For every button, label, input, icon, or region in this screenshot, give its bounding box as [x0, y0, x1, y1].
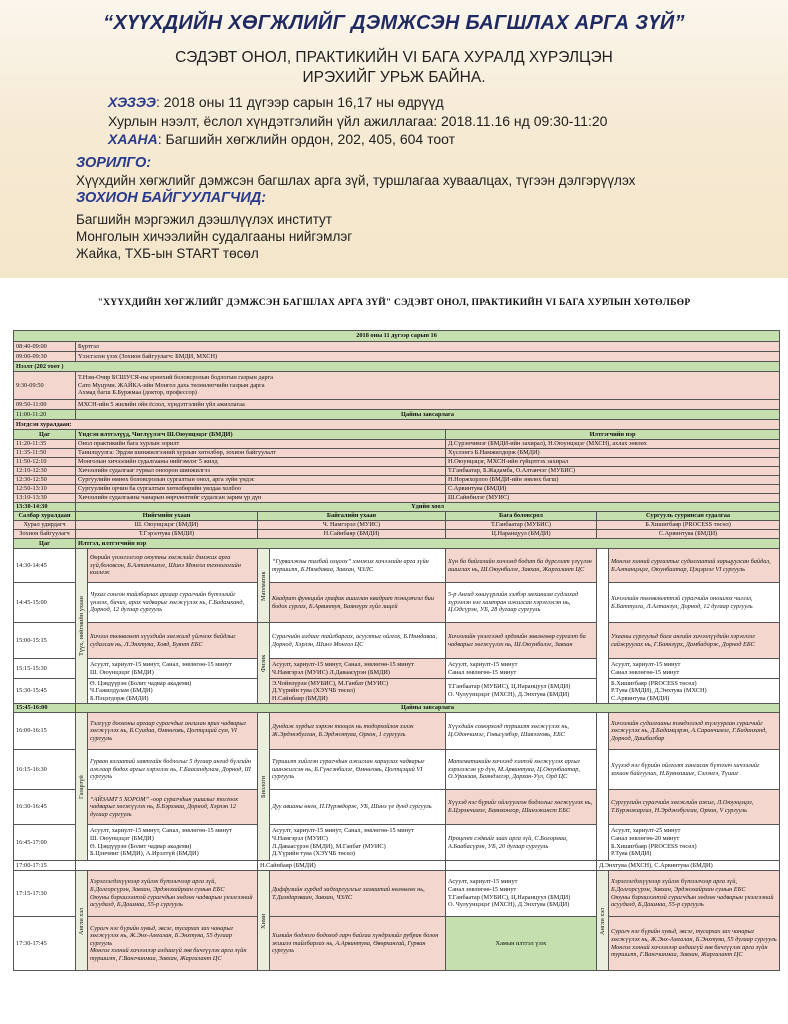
organizer-entry [270, 679, 446, 704]
speech-item: Т.Нэм-Очир БСШУСЯ-ны ерөнхий боловсролын бодлогын газрын дарга [78, 374, 274, 382]
qa-line: Д.Энхтуяа (МХСН) [599, 861, 652, 869]
qa-line: О. Чулуунцэцэг (МХСН), Д.Энхтуяа (БМДИ) [448, 901, 570, 909]
category-label: Биологи [258, 713, 270, 861]
paper-entry: Хичээлийн төлөвлөлттэй сурагчийн оношлох чиглэл, Б.Баттулга, Л.Алтанзул, Дорнод, 12 дугаар сургууль [609, 583, 780, 623]
qa-line: Асуулт, хариулт-15 минут [611, 660, 681, 668]
activity-cell [76, 372, 780, 400]
paper-entry: Сургуулийн сурагчийн хөгжлийн ажил, Л.Оюунцэцэг, Т.Бурэнжаргал, Н.Эрдэнэбулган, Орхон, V сургууль [609, 790, 780, 825]
paper-entry: Өөрийн үнэлгээгээр оюутны хөгжлийг дэмжих арга зүй,боловсон, Б.Алтанчимэг, Шинэ Монгол технологийн коллеж [88, 549, 258, 583]
organizer-line: Э.Чойнзүрэн (МУБИС), М.Ганбат (МУИС) [272, 679, 389, 687]
lunch-cell: Үдийн хоол [76, 503, 780, 512]
session-lead: Ч. Намгэрэл (МУИС) [258, 521, 446, 530]
qa-line: Асуулт, хариулт-15 минут, Санал, зөвлөгөө-15 минут [272, 660, 414, 668]
qa-line: Асуулт, хариулт-15 минут [448, 878, 518, 886]
talk-speaker: Н.Норжхорлоо (БМДИ-ийн зөвлөх багш) [446, 476, 780, 485]
qa-line: Асуулт, хариулт-15 минут, Санал, зөвлөгөө-15 минут [272, 827, 414, 835]
paper-entry: Хүүхэд нэг бүрийг ойлгуулсон бодлогыг хөгжүүлэх нь, Б.Цэрэнчимэг, Баянхонгор, Шинэжинст ЕБС [446, 790, 597, 825]
time-cell: 12:50-13:10 [14, 485, 76, 494]
qa-entry [446, 861, 597, 871]
talk-topic: Монголын хичээлийн судалгааны нийгэмлэг 5 жилд [76, 458, 446, 467]
section-header-social: Нийгмийн ухаан [76, 512, 258, 521]
paper-entry: Чухал сонгон тайлбарлах аргаар сурагчийн бүтээлийг үнэлэх, бичих, арах чадварыг хөгжүүлэх нь, Г.Бадамханд, Дорнод, 12 дугаар сургууль [88, 583, 258, 623]
time-cell: 11:35-11:50 [14, 449, 76, 458]
time-cell: 12:30-12:50 [14, 476, 76, 485]
category-label: Англи хэл [76, 871, 88, 971]
break-cell: Цайны завсарлага [76, 410, 780, 420]
where-value: : Багшийн хөгжлийн ордон, 202, 405, 604 тоот [157, 131, 455, 147]
when-label: ХЭЗЭЭ [108, 94, 156, 110]
time-cell: 11:00-11:20 [14, 410, 76, 420]
section-header-school: Сургууль сууринсан судалгаа [597, 512, 780, 521]
column-header-topic: Илтгэл, илтгэгчийн нэр [76, 539, 780, 549]
qa-entry [76, 861, 258, 871]
organizer-entry [446, 679, 597, 704]
qa-line: Санал зөвлөгөө-15 минут [611, 668, 680, 676]
session-lead: Ш. Оюунцэцэг (БМДИ) [76, 521, 258, 530]
paper-line: Оюуны бэрхшээлтэй сурагчдын хөдлөх чадварын үнэлгээний асуудалд, Б.Дашмаа, 55-р сургууль [611, 893, 774, 909]
talk-speaker: Н.Оюунцэцэг, МХСН-ийн гүйцэтгэх захирал [446, 458, 780, 467]
qa-line: Ш. Оюунцэцэг (БМДИ) [90, 668, 154, 676]
qa-line: Асуулт, хариулт-15 минут, Санал, зөвлөгөө-15 минут [90, 827, 232, 835]
paper-entry [609, 917, 780, 971]
section-header-natural: Байгалийн ухаан [258, 512, 446, 521]
organizer-line: О. Чулуунцэцэг (МХСН), Д.Энхтуяа (БМДИ) [448, 691, 570, 698]
qa-line: Ө. Цэвдүүрэн (Болит чадвар академи) [90, 842, 192, 850]
paper-entry: Хүүхдийн соморхолд туршилт хөгжүүлэх нь, Ц.Одончимэг, Говьсүмбэр, Шивээговь, ЕБС [446, 713, 597, 750]
talk-topic: Сургуулийн орчин ба сургалтын хөтөлбөрийн уялдаа холбоо [76, 485, 446, 494]
speech-item: Ахмад багш Б.Буржмаа (доктор, профессор) [78, 389, 197, 397]
paper-entry: “АЙЗАМТ 5 ХОРОМ” -оор сурагчдын ушшлыг тоггоох чадварыг хөгжүүлэх нь, Б.Бэрхмаа, Дорнод, Хэрлэн 12 дугаар сургууль [88, 790, 258, 825]
session-lead-label: Хурал удирдагч [14, 521, 76, 530]
session-lead: Б.Хишигбаяр (PROCESS төсөл) [597, 521, 780, 530]
section-header-room: Салбар хуралдаан [14, 512, 76, 521]
invitation-flyer [0, 0, 788, 278]
qa-line: Асуулт, хариулт-15 минут, Санал, зөвлөгөө-15 минут [90, 660, 232, 668]
category-label: Хими [258, 871, 270, 971]
talk-topic: Хичээлийн судалгааг гурвал оноорон шинжилгээ [76, 467, 446, 476]
organizer-line: Ч.Гажилдулам (БМДИ) [90, 687, 153, 695]
qa-line: Асуулт, хариулт-25 минут [611, 827, 681, 835]
paper-entry: Хичээл төлөвлөлт хүүхдийн хөгжилд үйлчлэх байдлыг судалсан нь, Л.Энхтуяа, Ховд, Буянт ЕБС [88, 623, 258, 659]
qa-entry [609, 825, 780, 861]
organizer-line: Б.Пэцэгдорж (БМДИ) [90, 694, 149, 702]
paper-entry: Монгол хэлний сургалтыг судалгаатай харьцуулсан байдал, Б.Алтанцэцэг, Оюунбаатар, Цэцэрлэг VI сургууль [609, 549, 780, 583]
organizer-line: Т.Ганбаатар (МУБИС), Ц.Наранцуул (БМДИ) [448, 683, 571, 691]
time-cell: 16:45-17:00 [14, 825, 76, 861]
where-label: ХААНА [108, 131, 158, 147]
organizer-item: Жайка, ТХБ-ын START төсөл [76, 246, 259, 261]
talk-speaker: Д.Сүрэнчимэг (БМДИ-ийн захирал), Н.Оюунцэцэг (МХСН), ахлах зөвлөх [446, 440, 780, 449]
qa-entry [270, 825, 446, 861]
paper-entry: Хүүхэд нэг бүрийн ойлголт хангасан бүтээлч хичээлийг зохион байгуулах, Н.Буянхишиг, Сэлэнгэ, Түшиг [609, 750, 780, 790]
paper-line: Монгол хэлний хичээлээр алдаагүй зөв бичгүүлэх арга зүйн туршилт, Г.Вангчинмаа, Завхан, Жаргалант ЦС [611, 943, 768, 959]
paper-line: Оюуны бэрхшээлтэй сурагчдын хөдлөх чадварын үнэлгээний асуудалд, Б.Дашмаа, 55-р сургууль [90, 893, 253, 909]
organizer-line: С.Арвинтуяа (БМДИ) [611, 694, 670, 702]
paper-line: Сурагч нэг бүрийн хувьд, эвсэг, тусархах зах чанарыг хөгжүүлэх нь, Ж.Энх-Амгалан, Б.Энхтуяа, 55 дугаар сургууль [611, 928, 777, 943]
time-cell: 14:45-15:00 [14, 583, 76, 623]
activity-cell: Үзэсгэлэн үзэх (Зохион байгуулагч: БМДИ, МХСН) [76, 352, 780, 362]
paper-entry: Тэлгүүр доохоны аргаар сурагчдыг ангилан ярих чадварыг хөгжүүлэх нь, Б.Суидаа, Өмнөговь, Цогтцэций сум, VI сургууль [88, 713, 258, 750]
time-cell: 17:00-17:15 [14, 861, 76, 871]
paper-entry: Хичээлийн үнэлгээнд эрдмийн зөвлөгөөр сургалт ба чадварыг хөгжүүлэх нь, Ш.Оюунбилэг, Завхан [446, 623, 597, 659]
goal-label: ЗОРИЛГО: [76, 155, 152, 171]
time-cell: 09:00-09:30 [14, 352, 76, 362]
qa-line: Л.Даваасүрэн (БМДИ), М.Ганбат (МУИС) [272, 842, 386, 850]
agenda-date: 2018 оны 11 дүгээр сарын 16 [14, 331, 780, 342]
organizer-entry [88, 679, 258, 704]
paper-entry: Диффузийн хурдад хадгаргуулгыг хамаатай нөлөөлөх нь, Т.Дамдарзваан, Завхан, ЧЗЛС [270, 871, 446, 917]
qa-line: Ш. Оюунцэцэг (БМДИ) [90, 834, 154, 842]
flyer-subtitle-line-2: ИРЭХИЙГ УРЬЖ БАЙНА. [302, 69, 486, 86]
paper-entry: Математикийн хичээлд хэлтэй хөгжүүлэх аргыг хэрэглэсэн үр дүн, М.Арвинтуяа, Ц.Оюунбаатар, О.Уранзая, Баяндэлгэр, Дархан-Уул, Орд ЦС [446, 750, 597, 790]
qa-line: С.Арвинтуяа (БМДИ) [654, 861, 713, 869]
time-cell: 15:30-15:45 [14, 679, 76, 704]
paper-entry: Дундаж хурдыг хэрхэн тооцох нь тодорхойлон хэлэх Ж.Эрдэнэбулган, Б.Эрдэнэтуяа, Орхон, 1 сургууль [270, 713, 446, 750]
organizer-line: Ө. Цэвдүүрэн (Болит чадвар академи) [90, 679, 192, 687]
paper-entry: Ухааны сургуульд бага ангийн хичээлүүдийн хэрэглээг сайжруулах нь, Г.Баянзүрх, Дамбадорж, Дорнод ЕБС [609, 623, 780, 659]
organizer-item: Монголын хичээлийн судалгааны нийгэмлэг [76, 229, 353, 244]
session-organizer: Н.Сайнбаяр (БМДИ) [258, 530, 446, 539]
talk-topic: Онол практикийн бага хурлын зорилт [76, 440, 446, 449]
qa-line: Б.Хишигбаяр (PROCESS төсөл) [611, 842, 697, 850]
paper-entry [88, 917, 258, 971]
paper-line: Монгол хэлний хичээлээр алдаагүй зөв бичгүүлэх арга зүйн туршилт, Г.Вангчинмаа, Завхан, Жаргалант ЦС [90, 947, 247, 962]
category-label: Англи хэл [597, 871, 609, 971]
flyer-subtitle [0, 48, 788, 88]
talk-topic: Танилцуулга: Эрдэм шинжилгээний хурлын хөтөлбөр, зохион байгуулалт [76, 449, 446, 458]
time-cell: 16:15-16:30 [14, 750, 76, 790]
session-organizer: С.Арвинтуяа (БМДИ) [597, 530, 780, 539]
qa-line: Р.Туяа (БМДИ) [611, 850, 652, 858]
time-cell: 9:30-09:50 [14, 372, 76, 400]
when-line [108, 94, 444, 110]
time-cell: 11:20-11:35 [14, 440, 76, 449]
category-spacer [597, 713, 609, 861]
qa-entry [446, 659, 597, 679]
opening-line: Хурлын нээлт, ёслол хүндэтгэлийн үйл ажиллагаа: 2018.11.16 нд 09:30-11:20 [108, 113, 608, 129]
paper-entry: Процент сэдвийг заах арга зүй, С.Болормаа, А.Баабасүрэн, УБ, 20 дугаар сургууль [446, 825, 597, 861]
qa-line: Т.Ганбаатар (МУБИС), Ц.Наранцуул (БМДИ) [448, 893, 571, 901]
qa-line: Асуулт, хариулт-15 минут [448, 660, 518, 668]
plenary-heading: Нэгдсэн хуралдаан: [14, 420, 780, 430]
speech-item: Сато Муцуми. ЖАЙКА-ийн Монгол дахь төлөөлөгчийн газрын дарга [78, 381, 265, 389]
session-organizer: Т.Гэрэлтуяа (БМДИ) [76, 530, 258, 539]
qa-line: Санал зөвлөгөө-20 минут [611, 834, 680, 842]
talk-speaker: Ш.Сайнбилэг (МУИС) [446, 494, 780, 503]
time-cell: 13:30-14:30 [14, 503, 76, 512]
category-label: Математик [258, 549, 270, 623]
time-cell: 17:30-17:45 [14, 917, 76, 971]
talk-speaker: Хүслэнгэ Б.Намжилдорж (БМДИ) [446, 449, 780, 458]
section-header-primary: Бага боловсрол [446, 512, 597, 521]
paper-entry: Химийн бодлого бодоход гарч байгаа хүндрэлийг рубрик болон жишээ тайлбарлах нь, А.Арвинтуяа, Өвөрхангай, Гурван сургууль [270, 917, 446, 971]
paper-line: Хэрэглэгдэхүүнээр хүйлэх бүтээлчээр арга зүй, Б.Долгорсүрэн, Завхан, Эрдэнэхайрхан сумын ЕБС [611, 878, 746, 893]
paper-entry [609, 871, 780, 917]
qa-entry [270, 659, 446, 679]
goal-text: Хүүхдийн хөгжлийг дэмжсэн багшлах арга зүй, туршлагаа хуваалцах, түгээн дэлгэрүүлэх [76, 173, 636, 188]
column-header-topic: Үндсэн илтгэлүүд, Чиглүүлэгч Ш.Оюунцэцэг (БМДИ) [76, 430, 446, 440]
paper-entry: Дуу авианы өнгө, П.Пүрэвдорж, УБ, Шинэ үе дунд сургууль [270, 790, 446, 825]
qa-line: Д.Үүрийн туяа (ХЭҮЧБ төсөл) [272, 850, 355, 858]
time-cell: 15:45-16:00 [14, 704, 76, 713]
qa-line: Б.Цэнчмиг (БМДИ), А.Ирэлтүй (БМДИ) [90, 850, 199, 858]
activity-cell: МХСН-ийн 5 жилийн ойн ёслол, хүндэтгэлийн үйл ажиллагаа [76, 400, 780, 410]
activity-cell: Бүртгэл [76, 342, 780, 352]
poster-session: Хамын илтгэл үзэх [446, 917, 597, 971]
talk-topic: Хичээлийн судалгааны чанарын өөрчлөлтийг судалсан зарим үр дүн [76, 494, 446, 503]
qa-entry [88, 659, 258, 679]
agenda-title: "ХҮҮХДИЙН ХӨГЖЛИЙГ ДЭМЖСЭН БАГШЛАХ АРГА ЗҮЙ" СЭДЭВТ ОНОЛ, ПРАКТИКИЙН VI БАГА ХУРЛЫН ХӨТӨЛБӨР [97, 297, 691, 308]
time-cell: 15:00-15:15 [14, 623, 76, 659]
qa-line: Санал зөвлөгөө-15 минут [448, 668, 517, 676]
where-line [108, 131, 455, 147]
break-cell: Цайны завсарлага [76, 704, 780, 713]
qa-entry [446, 871, 597, 917]
qa-line: Ч.Намгэрэл (МУИС) Л.Даваасүрэн (БМДИ) [272, 668, 391, 676]
column-header-time: Цаг [14, 539, 76, 549]
category-label: Газарзүй [76, 713, 88, 861]
organizer-line: Н.Сайнбаяр (БМДИ) [272, 694, 328, 702]
time-cell: 16:00-16:15 [14, 713, 76, 750]
paper-line: Хэрэглэгдэхүүнээр хүйлэх бүтээлчээр арга зүй, Б.Долгорсүрэн, Завхан, Эрдэнэхайрхан сумын ЕБС [90, 878, 225, 893]
time-cell: 11:50-12:10 [14, 458, 76, 467]
qa-line: Санал зөвлөгөө-15 минут [448, 885, 517, 893]
qa-entry [609, 659, 780, 679]
organizer-item: Багшийн мэргэжил дээшлүүлэх институт [76, 212, 332, 227]
qa-entry [88, 825, 258, 861]
agenda-table [13, 330, 780, 971]
session-organizer: Ц.Наранцуул (БМДИ) [446, 530, 597, 539]
paper-entry: Гурван ялгаатай хавтгайн бодлогыг 5 дугаар ангид бүлгийн ажлаар бодох аргыг хэрэглэх нь, Г.Баасандулам, Дорнод, III сургууль [88, 750, 258, 790]
time-cell: 13:10-13:30 [14, 494, 76, 503]
qa-entry: Н.Сайнбаяр (БМДИ) [258, 861, 446, 871]
organizer-entry [609, 679, 780, 704]
qa-entry: Д.Энхтуяа (МХСН), С.Арвинтуяа (БМДИ) [597, 861, 780, 871]
paper-entry: Квадрат функцийн график ашиглан квадрат тэнцэтгэл бии бодох сургах, Б.Арвинтуя, Баянзүрх зүйл лицей [270, 583, 446, 623]
category-label: Физик [258, 623, 270, 704]
time-cell: 16:30-16:45 [14, 790, 76, 825]
paper-entry: Туршилт хийлгэн сурагчдын ажиглан хариулах чадварыг шинжилсэн нь, Б.Гүнсэнбилэг, Өмнөговь, Цогтцэций VI сургууль [270, 750, 446, 790]
time-cell: 17:15-17:30 [14, 871, 76, 917]
flyer-subtitle-line-1: СЭДЭВТ ОНОЛ, ПРАКТИКИЙН VI БАГА ХУРАЛД ХҮРЭЛЦЭН [175, 49, 613, 66]
category-label: Түүх, нийгмийн ухаан [76, 549, 88, 704]
session-lead: Т.Ганбаатар (МУБИС) [446, 521, 597, 530]
organizer-line: Д.Үүрийн туяа (ХЭҮЧБ төсөл) [272, 687, 355, 695]
time-cell: 14:30-14:45 [14, 549, 76, 583]
talk-speaker: Т.Ганбаатар, Б.Жадамба, О.Алтанчэг (МУБИС) [446, 467, 780, 476]
organizers-label: ЗОХИОН БАЙГУУЛАГЧИД: [76, 190, 267, 206]
column-header-speaker: Илтгэгчийн нэр [446, 430, 780, 440]
flyer-title: “ХҮҮХДИЙН ХӨГЖЛИЙГ ДЭМЖСЭН БАГШЛАХ АРГА ЗҮЙ” [103, 12, 685, 34]
talk-topic: Сургуулийн өмнөх боловсролын сургалтын онол, арга зүйн үндэс [76, 476, 446, 485]
time-cell: 09:50-11:00 [14, 400, 76, 410]
paper-entry [88, 871, 258, 917]
paper-entry: “Гурвалжны талбай олцоох” хэмжих хичээлийн арга зүйн туршилт, Б.Нямдаваа, Завхан, ЧЗЛС [270, 549, 446, 583]
paper-entry: Сурагчийн алдааг тайлбарлах, асуултыг ойлгох, Б.Нямдаваа, Дорнод, Хэрлэн, Шинэ Монгол ЦС [270, 623, 446, 659]
time-cell: 08:40-09:00 [14, 342, 76, 352]
column-header-time: Цаг [14, 430, 76, 440]
session-organizer-label: Зохион байгуулагч [14, 530, 76, 539]
paper-entry: 5-р Ангид хөшүүргийн хэлбэр механизм судлахад хүрээлэн нэг хамтран ажилсан хэрэглэсэн нь, Ц.Одсүрэн, УБ, 28 дугаар сургууль [446, 583, 597, 623]
opening-row: Нээлт (202 тоот ) [14, 362, 780, 372]
category-spacer [597, 549, 609, 704]
talk-speaker: С.Арвинтуяа (БМДИ) [446, 485, 780, 494]
time-cell: 15:15-15:30 [14, 659, 76, 679]
paper-entry: Хичээлийн судалгааны тэмдэглэлд түлгуурлан сурагчийг хөгжүүлэх нь, Д.Бадамцэрэн, А.Саранчимэг, Г.Баданханд, Дорнод, Дашбалбар [609, 713, 780, 750]
paper-line: Сурагч нэг бүрийн хувьд, эвсэг, тусархах зах чанарыг хөгжүүлэх нь, Ж.Энх-Амгалан, Б.Энхтуяа, 55 дугаар сургууль [90, 924, 234, 947]
organizer-line: Б.Хишигбаяр (PROCESS төсөл) [611, 679, 697, 687]
paper-entry: Хүн ба байгалийн хичээлд бодит ба дүрслэлт үзүүлэн ашиглах нь, Ш.Оюунбилэг, Завхан, Жаргалант ЦС [446, 549, 597, 583]
when-value: : 2018 оны 11 дүгээр сарын 16,17 ны өдрүүд [156, 94, 444, 110]
time-cell: 12:10-12:30 [14, 467, 76, 476]
organizer-line: Р.Туяа (БМДИ), Д.Энхтуяа (МХСН) [611, 687, 707, 695]
qa-line: Ч.Намгэрэл (МУИС) [272, 834, 328, 842]
